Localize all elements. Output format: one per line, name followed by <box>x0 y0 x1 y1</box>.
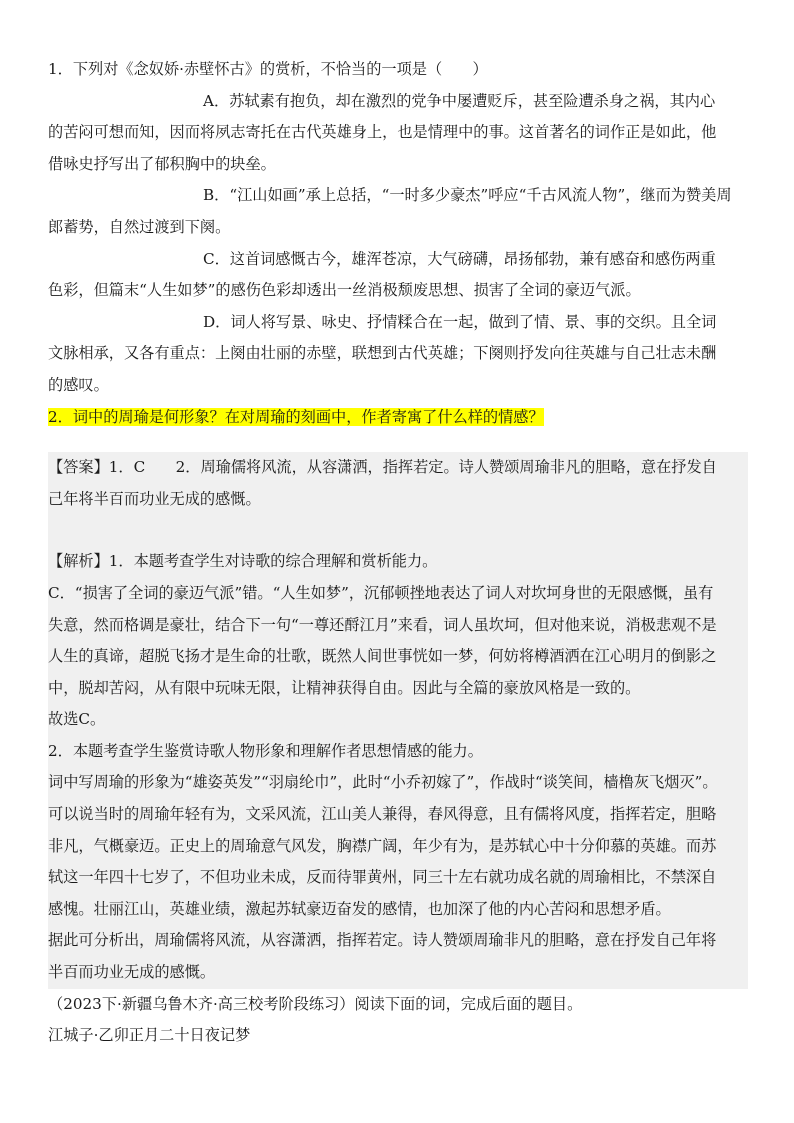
analysis-line: 半百而功业无成的感慨。 <box>48 963 216 982</box>
option-line: A．苏轼素有抱负，却在激烈的党争中屡遭贬斥，甚至险遭杀身之祸，其内心 <box>203 91 716 110</box>
option-line: 色彩，但篇末“人生如梦”的感伤色彩却透出一丝消极颓废思想、损害了全词的豪迈气派。 <box>48 281 641 300</box>
question-2 <box>48 402 748 434</box>
analysis-line: C．“损害了全词的豪迈气派”错。“人生如梦”，沉郁顿挫地表达了词人对坎坷身世的无限感慨，虽有 <box>48 583 714 602</box>
analysis-line: 感愧。壮丽江山，英雄业绩，激起苏轼豪迈奋发的感情，也加深了他的内心苦闷和思想矛盾。 <box>48 899 671 918</box>
question-1-stem: 1．下列对《念奴娇·赤壁怀古》的赏析，不恰当的一项是（ ） <box>48 60 488 78</box>
analysis-line: 轼这一年四十七岁了，不但功业未成，反而待罪黄州，同三十左右就功成名就的周瑜相比，不禁深自 <box>48 868 717 887</box>
analysis-line: 【解析】1．本题考查学生对诗歌的综合理解和赏析能力。 <box>48 552 438 571</box>
option-line: 借咏史抒写出了郁积胸中的块垒。 <box>48 154 276 173</box>
analysis-line: 据此可分析出，周瑜儒将风流，从容潇洒，指挥若定。诗人赞颂周瑜非凡的胆略，意在抒发自己年将 <box>48 931 717 950</box>
option-line: B．“江山如画”承上总括，“一时多少豪杰”呼应“千古风流人物”，继而为赞美周 <box>203 186 732 205</box>
answer-analysis-block <box>48 452 748 989</box>
option-line: 文脉相承，又各有重点：上阕由壮丽的赤壁，联想到古代英雄；下阕则抒发向往英雄与自己壮志未酬 <box>48 344 717 363</box>
question-1-option-c <box>48 244 748 307</box>
question-1-option-a <box>48 86 748 181</box>
analysis-line: 失意，然而格调是豪壮，结合下一句“一尊还酹江月”来看，词人虽坎坷，但对他来说，消极悲观不是 <box>48 615 717 634</box>
analysis-line: 非凡，气概豪迈。正史上的周瑜意气风发，胸襟广阔，年少有为，是苏轼心中十分仰慕的英雄。而苏 <box>48 836 717 855</box>
source-note: （2023下·新疆乌鲁木齐·高三校考阶段练习）阅读下面的词，完成后面的题目。 <box>48 994 583 1013</box>
option-line: 的苦闷可想而知，因而将夙志寄托在古代英雄身上，也是情理中的事。这首著名的词作正是如此，他 <box>48 123 717 142</box>
question-2-highlight: 2．词中的周瑜是何形象？在对周瑜的刻画中，作者寄寓了什么样的情感？ <box>48 407 544 426</box>
analysis-line: 中，脱却苦闷，从有限中玩味无限，让精神获得自由。因此与全篇的豪放风格是一致的。 <box>48 678 641 697</box>
question-1-option-b <box>48 180 748 243</box>
spacer <box>48 515 748 546</box>
document-page <box>48 54 748 1052</box>
answer-line: 【答案】1．C 2．周瑜儒将风流，从容潇洒，指挥若定。诗人赞颂周瑜非凡的胆略，意在抒发自 <box>48 458 717 477</box>
question-1-option-d <box>48 307 748 402</box>
answer-line: 己年将半百而功业无成的感慨。 <box>48 489 261 508</box>
analysis-line: 人生的真谛，超脱飞扬才是生命的壮歌，既然人间世事恍如一梦，何妨将樽酒洒在江心明月的倒影之 <box>48 647 717 666</box>
option-line: 的感叹。 <box>48 375 109 394</box>
analysis-line: 可以说当时的周瑜年轻有为，文采风流，江山美人兼得，春风得意，且有儒将风度，指挥若定，胆略 <box>48 805 717 824</box>
analysis-line: 2．本题考查学生鉴赏诗歌人物形象和理解作者思想情感的能力。 <box>48 741 483 760</box>
analysis-line: 故选C。 <box>48 710 106 729</box>
poem-title: 江城子·乙卯正月二十日夜记梦 <box>48 1026 251 1045</box>
option-line: D．词人将写景、咏史、抒情糅合在一起，做到了情、景、事的交织。且全词 <box>203 312 717 331</box>
option-line: 郎蓄势，自然过渡到下阕。 <box>48 217 231 236</box>
analysis-line: 词中写周瑜的形象为“雄姿英发”“羽扇纶巾”，此时“小乔初嫁了”，作战时“谈笑间，樯橹灰飞烟灭”。 <box>48 773 718 792</box>
option-line: C．这首词感慨古今，雄浑苍凉，大气磅礴，昂扬郁勃，兼有感奋和感伤两重 <box>203 249 716 268</box>
